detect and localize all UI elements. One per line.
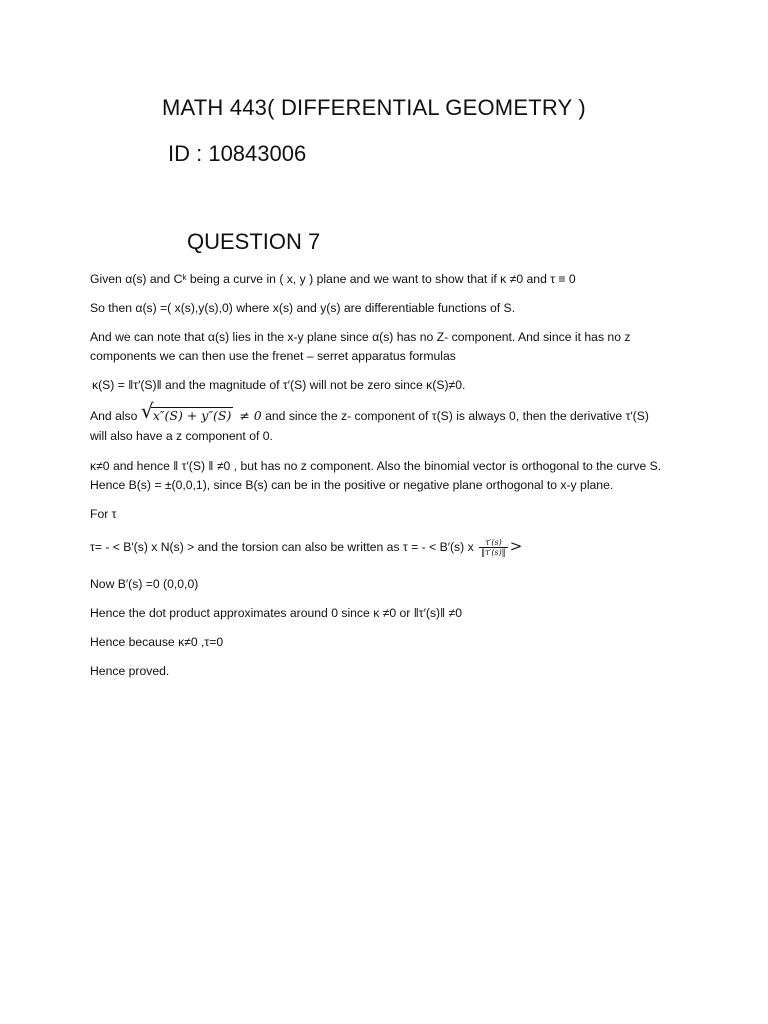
paragraph-for-tau: For τ bbox=[90, 507, 117, 521]
document-title: MATH 443( DIFFERENTIAL GEOMETRY ) bbox=[162, 95, 586, 120]
unit-tangent-fraction bbox=[479, 538, 508, 557]
sqrt-body: x″(S) + y″(S) bbox=[152, 408, 232, 423]
sqrt-expression bbox=[140, 399, 234, 425]
paragraph-z-component: will also have a z component of 0. bbox=[90, 429, 273, 443]
paragraph-binormal-derivative: Now B′(s) =0 (0,0,0) bbox=[90, 577, 199, 591]
torsion-text: τ= - < B′(s) x N(s) > and the torsion can also be written as τ = - < B′(s) x bbox=[90, 540, 474, 554]
radical-sign: √ bbox=[140, 399, 154, 423]
sqrt-prefix: And also bbox=[90, 409, 138, 423]
fraction-denominator: ‖τ′(s)‖ bbox=[481, 548, 506, 558]
paragraph-torsion-formula bbox=[90, 537, 680, 557]
question-heading: QUESTION 7 bbox=[187, 229, 321, 254]
paragraph-binormal: κ≠0 and hence ‖ τ′(S) ‖ ≠0 , but has no z component. Also the binomial vector is orthogonal to the curve S. Hence B(s) = ±(0,0,1), since B(s) can be in the positive or negative plane orthogonal to x-y plane. bbox=[90, 459, 662, 492]
paragraph-curvature: κ(S) = ‖τ′(S)‖ and the magnitude of τ′(S) will not be zero since κ(S)≠0. bbox=[92, 378, 466, 392]
neq-zero: ≠ 0 bbox=[235, 408, 262, 423]
student-id: ID : 10843006 bbox=[168, 141, 307, 166]
paragraph-dot-product: Hence the dot product approximates around 0 since κ ≠0 or ‖τ′(s)‖ ≠0 bbox=[90, 606, 462, 620]
angle-bracket-close: > bbox=[509, 537, 523, 555]
paragraph-xy-plane: And we can note that α(s) lies in the x-y plane since α(s) has no Z- component. And since it has no z components we can then use the frenet – serret apparatus formulas bbox=[90, 330, 631, 363]
paragraph-alpha-definition: So then α(s) =( x(s),y(s),0) where x(s) and y(s) are differentiable functions of S. bbox=[90, 301, 516, 315]
sqrt-suffix: and since the z- component of τ(S) is always 0, then the derivative τ′(S) bbox=[261, 409, 649, 423]
paragraph-sqrt-statement bbox=[90, 399, 680, 426]
paragraph-proved: Hence proved. bbox=[90, 664, 170, 678]
paragraph-conclusion: Hence because κ≠0 ,τ=0 bbox=[90, 635, 224, 649]
paragraph-given: Given α(s) and Cᵏ being a curve in ( x, y ) plane and we want to show that if κ ≠0 and τ ≡ 0 bbox=[90, 272, 576, 286]
fraction-numerator: τ′(s) bbox=[479, 538, 508, 548]
